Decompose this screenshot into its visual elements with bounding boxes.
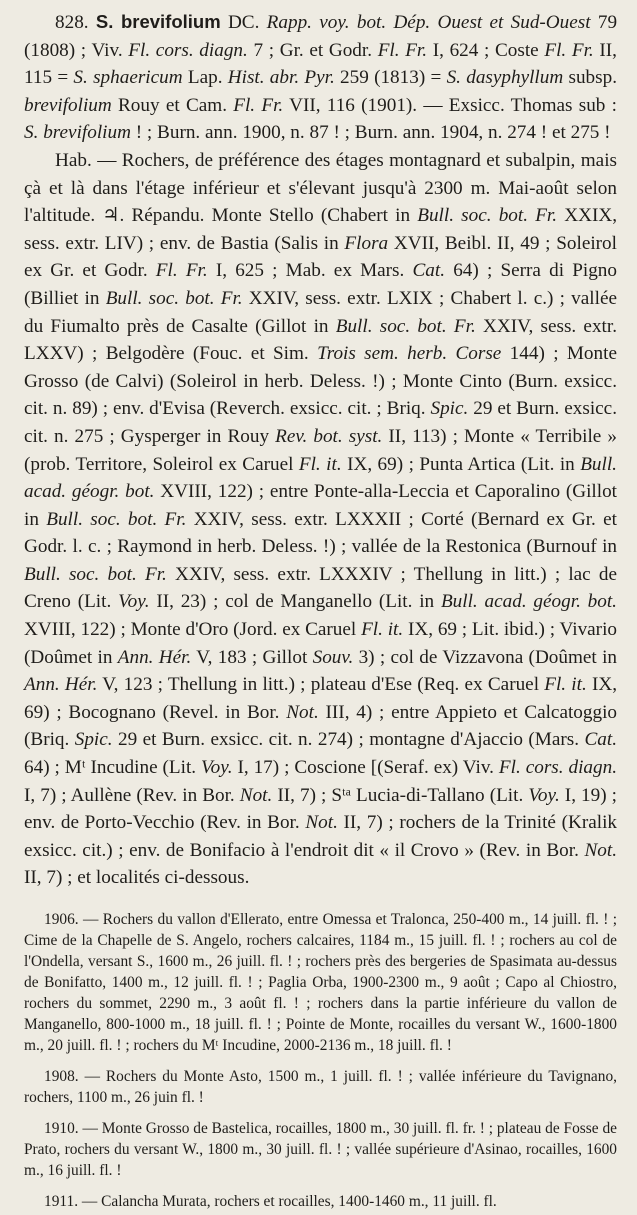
citation-italic: Cat. <box>584 729 617 751</box>
citation-italic: Hist. abr. Pyr. <box>227 67 335 89</box>
text-segment: DC. <box>220 12 267 33</box>
text-segment: I, 624 ; Coste <box>427 39 545 61</box>
citation-italic: Bull. acad. géogr. bot. <box>24 453 617 503</box>
citation-italic: Fl. Fr. <box>544 39 594 61</box>
citation-italic: Fl. Fr. <box>233 94 284 116</box>
text-segment: Hab. — Rochers, de préférence des étages montagnard et subalpin, mais çà et là dans l'étage inférieur et s'élevant jusqu'à 2300 m. Mai-août selon l'altitude. ♃. Répandu. Monte Stello (Chabert in <box>24 149 617 227</box>
text-segment: II, 7) ; rochers de la Trinité (Kralik exsicc. cit.) ; env. de Bonifacio à l'endroit dit « il Crovo » (Rev. in Bor. <box>24 812 618 861</box>
record-paragraph: 1911. — Calancha Murata, rochers et rocailles, 1400-1460 m., 11 juill. fl. <box>44 1193 497 1210</box>
text-segment: II, 7) ; Sᵗᵃ Lucia-di-Tallano (Lit. <box>272 784 529 806</box>
text-segment: II, 7) ; et localités ci-dessous. <box>24 867 250 889</box>
citation-italic: Voy. <box>201 757 233 779</box>
text-segment: XXIV, sess. extr. LXIX ; Chabert l. c.) ; vallée du Fiumalto près de Casalte (Gillot in <box>24 287 617 337</box>
text-segment: 29 et Burn. exsicc. cit. n. 274) ; montagne d'Ajaccio (Mars. <box>112 729 585 751</box>
text-segment: XXIV, sess. extr. LXXXIV ; Thellung in litt.) ; lac de Creno (Lit. <box>24 563 617 613</box>
text-segment: III, 4) ; entre Appieto et Calcatoggio (Briq. <box>24 701 618 751</box>
text-segment: 7 ; Gr. et Godr. <box>247 39 378 61</box>
citation-italic: Fl. Fr. <box>377 39 428 61</box>
main-text <box>24 8 617 892</box>
citation-italic: Fl. it. <box>544 674 587 696</box>
text-segment: Rouy et Cam. <box>111 94 234 116</box>
text-segment: II, 115 = <box>24 39 617 89</box>
record-paragraph: 1908. — Rochers du Monte Asto, 1500 m., 1 juill. fl. ! ; vallée inférieure du Tavignano, rochers, 1100 m., 26 juin fl. ! <box>24 1068 617 1106</box>
citation-italic: S. brevifolium <box>24 122 131 144</box>
citation-italic: S. sphaericum <box>73 67 183 89</box>
text-segment: II, 23) ; col de Manganello (Lit. in <box>149 591 441 613</box>
citation-italic: Fl. cors. diagn. <box>498 757 617 779</box>
record-paragraph: 1906. — Rochers du vallon d'Ellerato, entre Omessa et Traloncа, 250-400 m., 14 juill. fl. ! ; Cime de la Chapelle de S. Angelo, rochers calcaires, 1184 m., 15 juill. fl. ! ; rochers au col de l'Ondella, versant S., 1600 m., 26 juill. fl. ! ; rochers près des bergeries de Spasimata au-dessus de Bonifatto, 1400 m., 12 juill. fl. ! ; Paglia Orba, 1900-2300 m., 9 août ; Capo al Chiostro, rochers du sommet, 2290 m., 3 août fl. ! ; rochers dans la partie inférieure du vallon de Manganello, 800-1000 m., 18 juill. fl. ! ; Pointe de Monte, rocailles du versant W., 1600-1800 m., 20 juill. fl. ! ; rochers du Mᵗ Incudine, 2000-2136 m., 18 juill. fl. ! <box>24 911 617 1054</box>
citation-italic: Not. <box>305 812 338 834</box>
text-segment: XXIX, sess. extr. LIV) ; env. de Bastia (Salis in <box>24 205 617 254</box>
citation-italic: Ann. Hér. <box>117 646 192 668</box>
citation-italic: Ann. Hér. <box>24 674 98 696</box>
citation-italic: Fl. cors. diagn. <box>128 39 248 61</box>
text-segment: ! ; Burn. ann. 1900, n. 87 ! ; Burn. ann. 1904, n. 274 ! et 275 ! <box>130 122 611 144</box>
text-segment: 3) ; col de Vizzavona (Doûmet in <box>353 646 617 668</box>
citation-italic: Voy. <box>528 784 560 806</box>
text-segment: XVIII, 122) ; Monte d'Oro (Jord. ex Caruel <box>24 619 362 641</box>
citation-italic: Fl. it. <box>298 453 342 475</box>
citation-italic: Souv. <box>312 646 354 668</box>
text-segment: XVII, Beibl. II, 49 ; Soleirol ex Gr. et Godr. <box>24 232 617 282</box>
text-segment: 259 (1813) = <box>334 67 447 89</box>
text-segment: II, 113) ; Monte « Terribile » (prob. Territore, Soleirol ex Caruel <box>24 425 617 475</box>
text-segment: 29 et Burn. exsicc. cit. n. 275 ; Gysperger in Rouy <box>24 398 617 447</box>
citation-italic: Spic. <box>430 398 469 420</box>
text-segment: I, 17) ; Coscione [(Seraf. ex) Viv. <box>232 757 499 779</box>
species-entry <box>24 8 617 147</box>
citation-italic: Spic. <box>74 729 113 751</box>
citation-italic: Bull. soc. bot. Fr. <box>105 287 243 309</box>
text-segment: XXIV, sess. extr. LXXV) ; Belgodère (Fouc. et Sim. <box>24 315 617 365</box>
text-segment: IX, 69) ; Punta Artica (Lit. in <box>341 453 581 475</box>
citation-italic: Bull. soc. bot. Fr. <box>46 508 187 530</box>
entry-number: 828. <box>55 12 89 33</box>
text-segment: Lap. <box>182 67 228 89</box>
text-segment: I, 7) ; Aullène (Rev. in Bor. <box>24 784 240 806</box>
citation-italic: Cat. <box>412 260 446 282</box>
text-segment: 64) ; Serra di Pigno (Billiet in <box>24 260 617 309</box>
text-segment: V, 183 ; Gillot <box>191 646 313 668</box>
citation-italic: Bull. soc. bot. Fr. <box>24 563 167 585</box>
citation-italic: Bull. acad. géogr. bot. <box>440 591 617 613</box>
record-paragraph: 1910. — Monte Grosso de Bastelica, rocailles, 1800 m., 30 juill. fl. fr. ! ; plateau de Fosse de Prato, rochers du versant W., 1800 m., 30 juill. fl. ! ; vallée supérieure d'Asinao, rocailles, 1600 m., 16 juill. fl. ! <box>24 1120 617 1179</box>
citation-italic: Not. <box>286 701 319 723</box>
citation-italic: Not. <box>239 784 273 806</box>
citation-italic: Not. <box>584 839 617 861</box>
text-segment: VII, 116 (1901). — Exsicc. Thomas sub : <box>283 94 617 116</box>
text-segment: I, 625 ; Mab. ex Mars. <box>207 260 413 282</box>
text-segment: I, 19) ; env. de Porto-Vecchio (Rev. in Bor. <box>24 784 617 834</box>
text-segment: IX, 69 ; Lit. ibid.) ; Vivario (Doûmet in <box>24 619 617 668</box>
citation-italic: Voy. <box>118 591 150 613</box>
text-segment: subsp. <box>563 67 617 89</box>
citation-italic: brevifolium <box>24 94 112 116</box>
text-segment: XVIII, 122) ; entre Ponte-alla-Leccia et Caporalino (Gillot in <box>24 481 618 530</box>
text-segment: 144) ; Monte Grosso (de Calvi) (Soleirol in herb. Deless. !) ; Monte Cinto (Burn. exsicc. cit. n. 89) ; env. d'Evisa (Reverch. exsicc. cit. ; Briq. <box>24 343 617 420</box>
citation-italic: S. dasyphyllum <box>446 67 564 89</box>
habitat-paragraph <box>24 147 617 892</box>
citation-italic: Bull. soc. bot. Fr. <box>335 315 476 337</box>
text-segment: IX, 69) ; Bocognano (Revel. in Bor. <box>24 674 617 723</box>
citation-italic: Flora <box>344 232 389 254</box>
citation-italic: Trois sem. herb. Corse <box>317 343 502 365</box>
species-name: S. brevifolium <box>95 11 221 32</box>
citation-italic: Fl. it. <box>361 619 404 641</box>
collection-records <box>24 909 617 1212</box>
text-segment: 79 (1808) ; Viv. <box>24 12 618 61</box>
text-segment: V, 123 ; Thellung in litt.) ; plateau d'Ese (Req. ex Caruel <box>97 674 545 696</box>
citation-italic: Rev. bot. syst. <box>275 425 383 447</box>
citation-italic: Fl. Fr. <box>155 260 208 282</box>
text-segment: XXIV, sess. extr. LXXXII ; Corté (Bernard ex Gr. et Godr. l. c. ; Raymond in herb. Deless. !) ; vallée de la Restonica (Burnouf in <box>24 508 617 558</box>
text-segment: 64) ; Mᵗ Incudine (Lit. <box>24 757 202 779</box>
citation-italic: Bull. soc. bot. Fr. <box>417 205 558 227</box>
citation-italic: Rapp. voy. bot. Dép. Ouest et Sud-Ouest <box>266 12 591 33</box>
